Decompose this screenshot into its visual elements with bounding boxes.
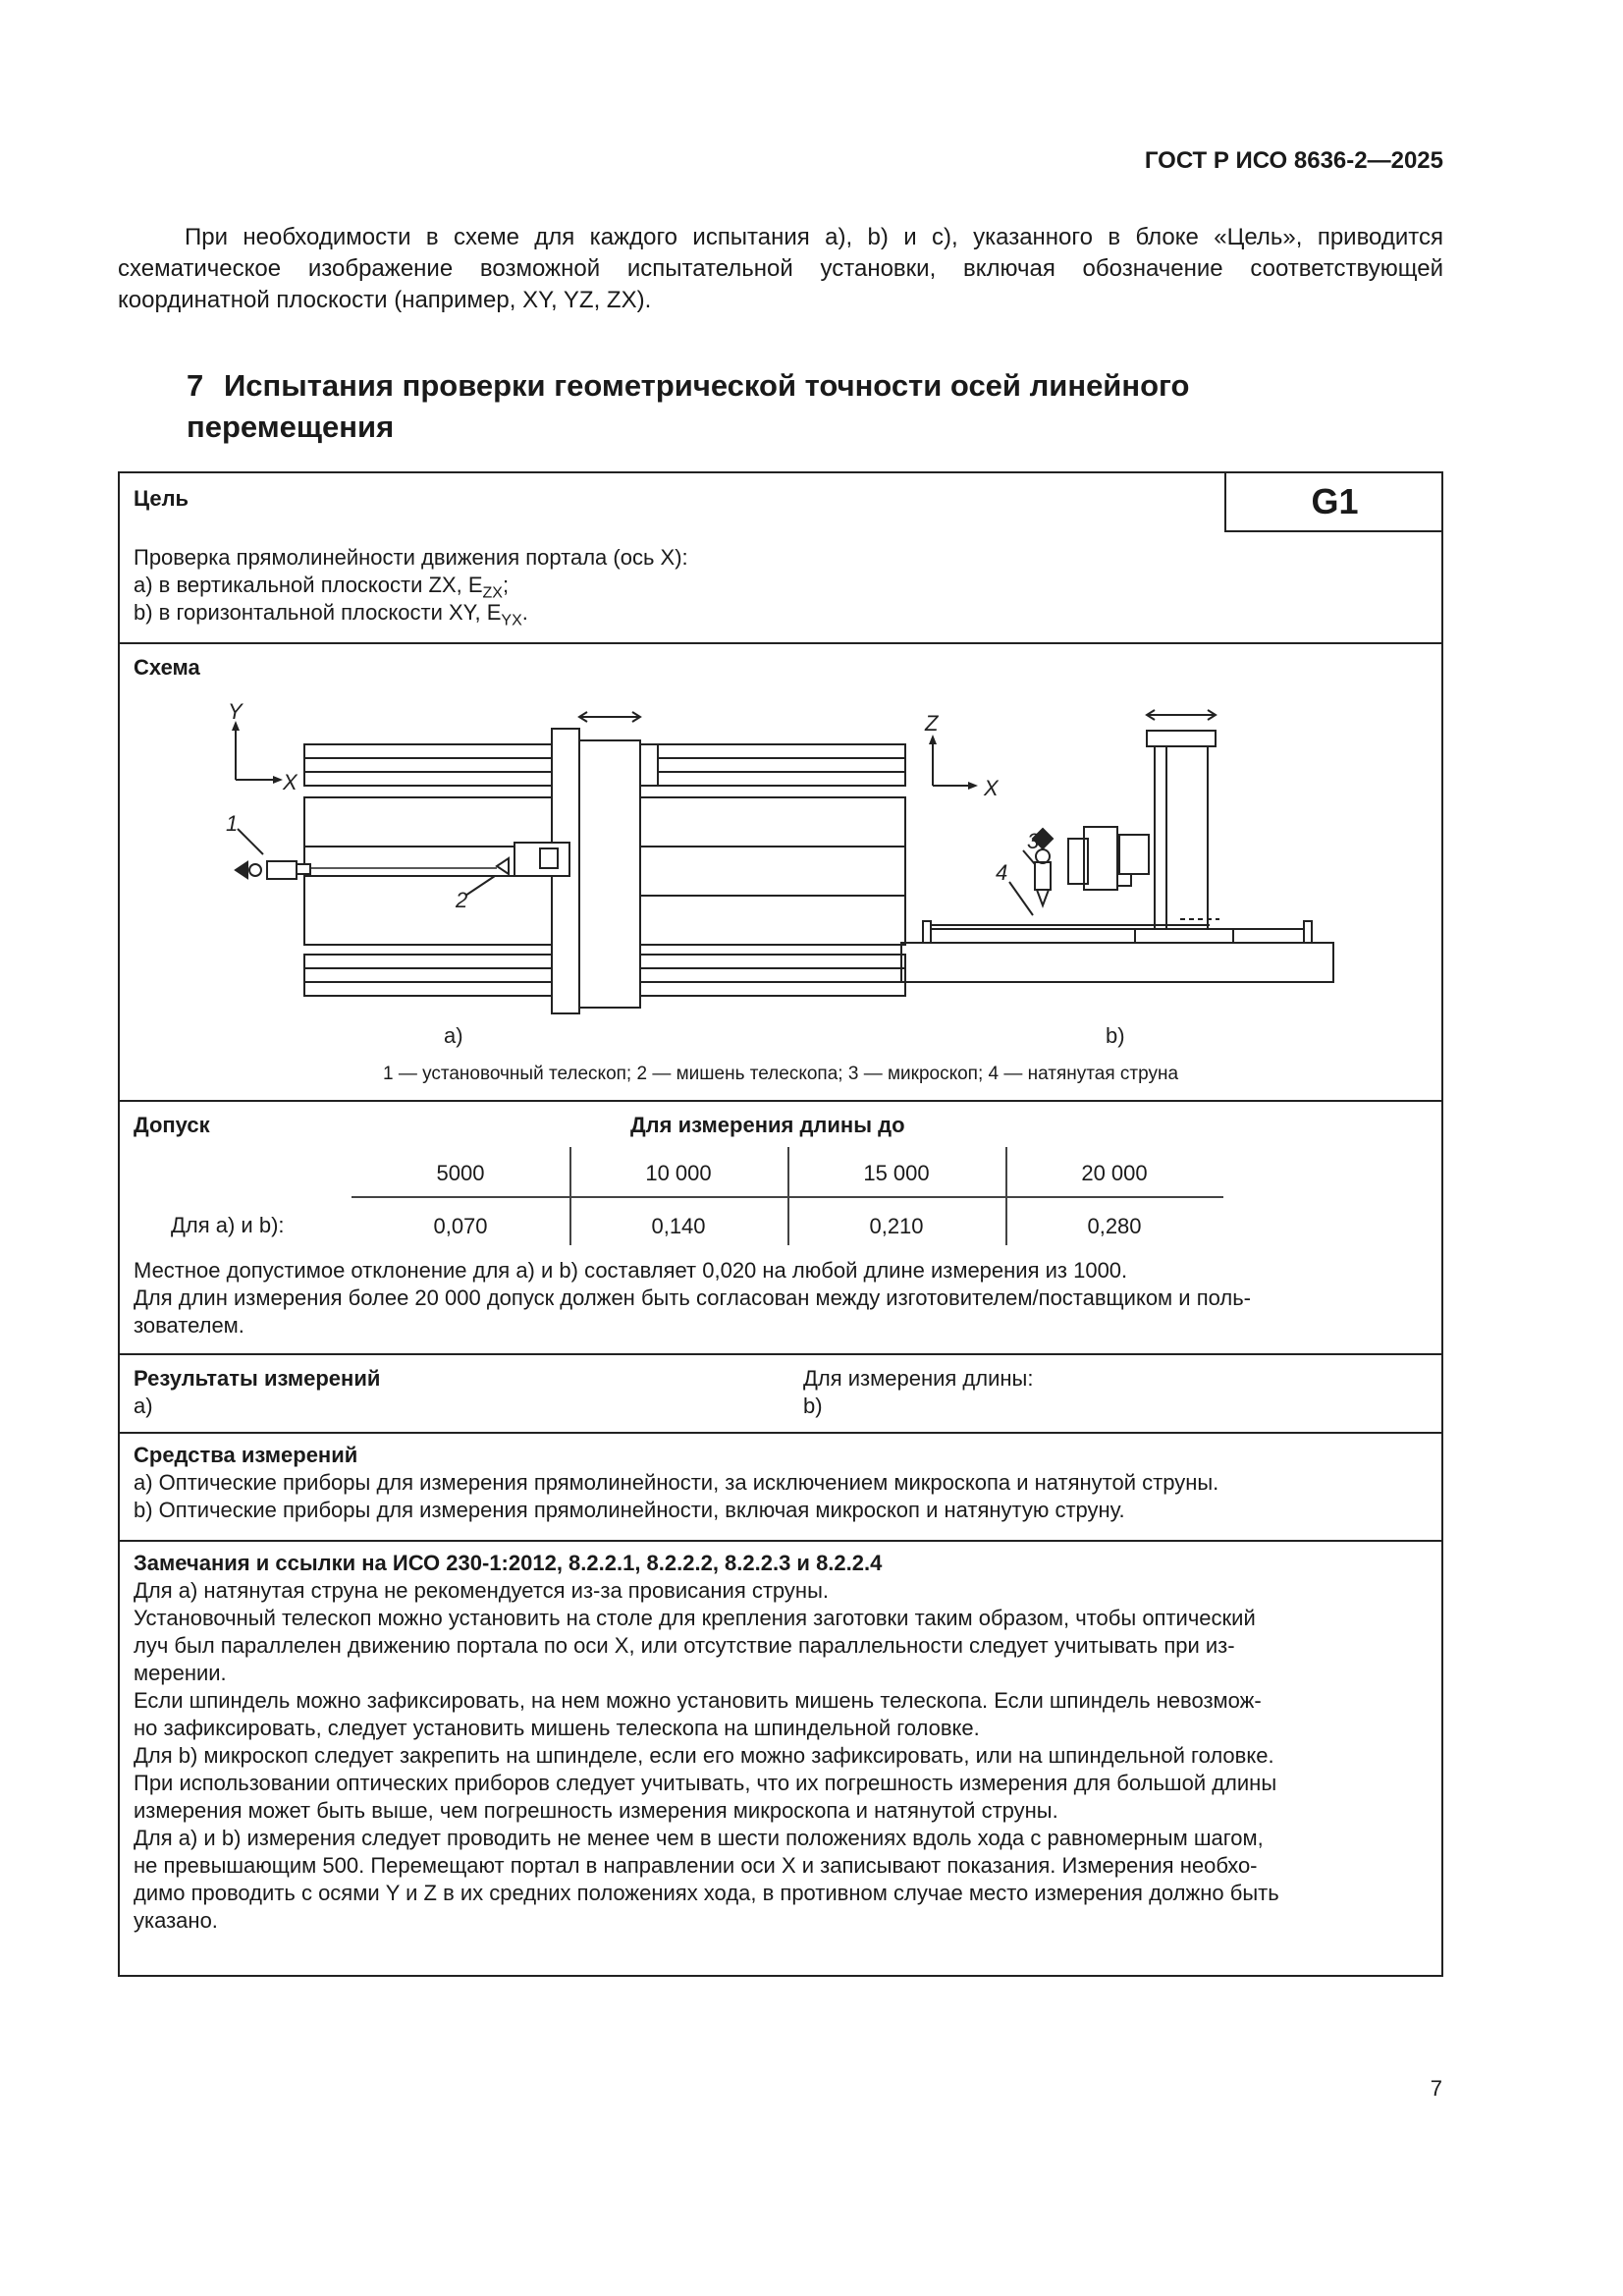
divider-instruments — [120, 1540, 1441, 1542]
section-heading — [187, 365, 1365, 448]
tolerance-col-2: 10 000 — [645, 1161, 712, 1185]
fig-b-axis-x: X — [984, 776, 999, 800]
goal-item-b-text: b) в горизонтальной плоскости XY, E — [134, 600, 502, 625]
tolerance-value-1: 0,070 — [433, 1214, 488, 1238]
fig-a-label-1: 1 — [226, 811, 239, 836]
divider-scheme — [120, 1100, 1441, 1102]
remarks-line-1: Для a) натянутая струна не рекомендуется из-за провисания струны. — [134, 1578, 829, 1603]
remarks-label: Замечания и ссылки на ИСО 230-1:2012, 8.2.2.1, 8.2.2.2, 8.2.2.3 и 8.2.2.4 — [134, 1551, 883, 1575]
tolerance-value-3: 0,210 — [869, 1214, 924, 1238]
tolerance-col-4: 20 000 — [1081, 1161, 1148, 1185]
fig-a-axis-x: X — [283, 770, 298, 794]
remarks-line-3: луч был параллелен движению портала по оси X, или отсутствие параллельности следует учитывать при из- — [134, 1633, 1235, 1658]
fig-a-drawing — [236, 712, 905, 1013]
goal-item-a-sub: ZX — [482, 584, 503, 602]
test-card — [118, 471, 1443, 1977]
divider-tolerance — [120, 1353, 1441, 1355]
fig-b-axis-z: Z — [925, 711, 939, 736]
remarks-line-11: не превышающим 500. Перемещают портал в направлении оси X и записывают показания. Измерения необхо- — [134, 1853, 1258, 1878]
scheme-label: Схема — [134, 655, 200, 680]
instruments-item-a: a) Оптические приборы для измерения прямолинейности, за исключением микроскопа и натянутой струны. — [134, 1470, 1219, 1495]
section-title-line1: Испытания проверки геометрической точности осей линейного — [224, 368, 1190, 403]
tolerance-col-1: 5000 — [436, 1161, 485, 1185]
remarks-line-5: Если шпиндель можно зафиксировать, на нем можно установить мишень телескопа. Если шпиндель невозмож- — [134, 1688, 1262, 1713]
fig-a-label-2: 2 — [456, 888, 468, 912]
tolerance-col-3: 15 000 — [863, 1161, 930, 1185]
tolerance-note-1: Местное допустимое отклонение для a) и b) составляет 0,020 на любой длине измерения из 1000. — [134, 1258, 1128, 1283]
remarks-line-2: Установочный телескоп можно установить на столе для крепления заготовки таким образом, чтобы оптический — [134, 1606, 1256, 1630]
remarks-line-8: При использовании оптических приборов следует учитывать, что их погрешность измерения для большой длины — [134, 1771, 1277, 1795]
fig-b-drawing — [901, 710, 1333, 982]
results-a: a) — [134, 1394, 153, 1418]
results-b: b) — [803, 1394, 823, 1418]
divider-results — [120, 1432, 1441, 1434]
results-length-label: Для измерения длины: — [803, 1366, 1034, 1391]
fig-b-label-4: 4 — [996, 860, 1008, 885]
tolerance-row-label: Для a) и b): — [171, 1213, 285, 1237]
scheme-drawing — [120, 473, 1441, 1102]
fig-a-axis-y: Y — [228, 699, 243, 724]
remarks-line-4: мерении. — [134, 1661, 227, 1685]
tolerance-value-4: 0,280 — [1087, 1214, 1142, 1238]
document-code: ГОСТ Р ИСО 8636-2—2025 — [1144, 147, 1443, 174]
results-label: Результаты измерений — [134, 1366, 381, 1391]
goal-item-b-suffix: . — [521, 600, 528, 625]
page-number: 7 — [1430, 2076, 1442, 2101]
remarks-line-6: но зафиксировать, следует установить мишень телескопа на шпиндельной головке. — [134, 1716, 980, 1740]
goal-item-a-suffix: ; — [502, 573, 510, 597]
tolerance-value-2: 0,140 — [651, 1214, 706, 1238]
tolerance-note-2-line1: Для длин измерения более 20 000 допуск должен быть согласован между изготовителем/поставщиком и поль- — [134, 1285, 1251, 1310]
tolerance-label: Допуск — [134, 1113, 210, 1137]
fig-b-label-3: 3 — [1027, 829, 1040, 853]
remarks-line-13: указано. — [134, 1908, 218, 1933]
intro-text: При необходимости в схеме для каждого испытания a), b) и c), указанного в блоке «Цель», приводится схематическое изображение возможной испытательной установки, включая обозначение соответствующей координатной плоскости (например, XY, YZ, ZX). — [118, 224, 1443, 313]
fig-a-caption: a) — [444, 1023, 463, 1048]
instruments-label: Средства измерений — [134, 1443, 358, 1467]
goal-label: Цель — [134, 486, 189, 511]
test-code: G1 — [1224, 473, 1443, 532]
fig-b-caption: b) — [1106, 1023, 1125, 1048]
remarks-line-10: Для a) и b) измерения следует проводить не менее чем в шести положениях вдоль хода с равномерным шагом, — [134, 1826, 1264, 1850]
remarks-line-7: Для b) микроскоп следует закрепить на шпинделе, если его можно зафиксировать, или на шпиндельной головке. — [134, 1743, 1274, 1768]
table-header-line — [352, 1196, 1223, 1198]
remarks-line-9: измерения может быть выше, чем погрешность измерения микроскопа и натянутой струны. — [134, 1798, 1058, 1823]
goal-line1: Проверка прямолинейности движения портала (ось X): — [134, 545, 688, 570]
scheme-legend: 1 — установочный телескоп; 2 — мишень телескопа; 3 — микроскоп; 4 — натянутая струна — [382, 1064, 1179, 1084]
goal-item-a-text: a) в вертикальной плоскости ZX, E — [134, 573, 483, 597]
remarks-line-12: димо проводить с осями Y и Z в их средних положениях хода, в противном случае место измерения должно быть — [134, 1881, 1279, 1905]
tolerance-note-2-line2: зователем. — [134, 1313, 244, 1338]
instruments-item-b: b) Оптические приборы для измерения прямолинейности, включая микроскоп и натянутую струну. — [134, 1498, 1125, 1522]
goal-item-b-sub: YX — [501, 612, 522, 629]
intro-paragraph — [118, 222, 1443, 316]
section-title-line2: перемещения — [187, 410, 395, 444]
section-number: 7 — [187, 368, 204, 403]
tolerance-header: Для измерения длины до — [630, 1113, 905, 1137]
